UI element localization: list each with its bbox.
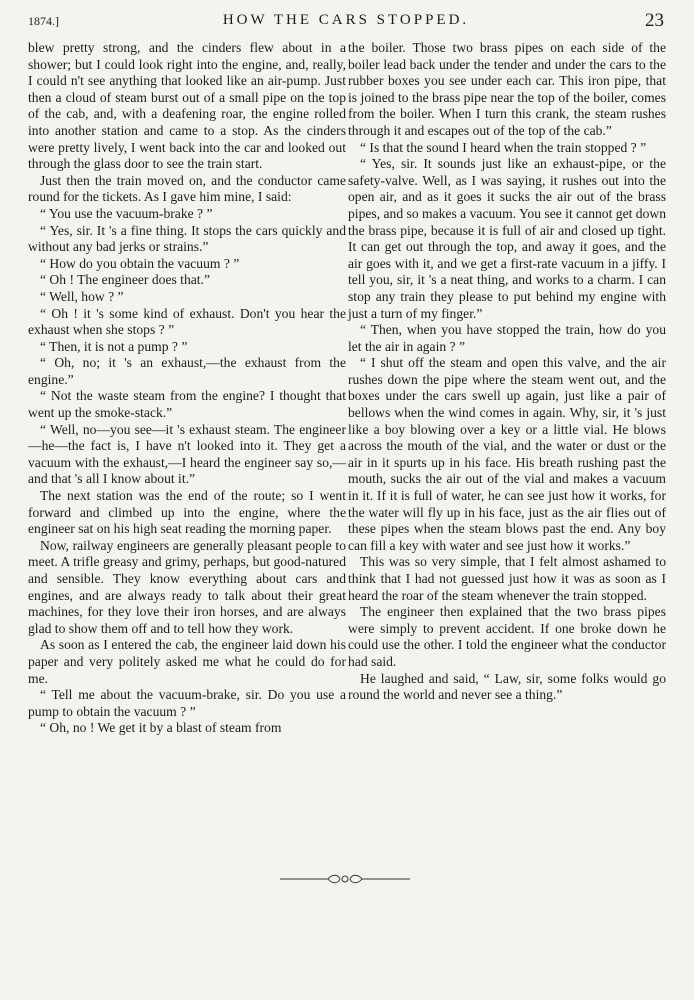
- paragraph: “ Well, no—you see—it 's exhaust steam. The engineer—he—the fact is, I have n't looked into it. They get a vacuum with the exhaust,—I heard the engineer say so,—and that 's all I know about it.”: [28, 421, 346, 487]
- paragraph: He laughed and said, “ Law, sir, some folks would go round the world and never see a thing.”: [348, 670, 666, 703]
- paragraph: “ Then, when you have stopped the train, how do you let the air in again ? ”: [348, 322, 666, 354]
- paragraph: “ Yes, sir. It 's a fine thing. It stops the cars quickly and without any bad jerks or strains.”: [28, 222, 346, 255]
- paragraph: The engineer then explained that the two brass pipes were simply to prevent accident. If one broke down he could use the other. I told the engineer what the conductor had said.: [348, 604, 666, 669]
- paragraph: The next station was the end of the route; so I went forward and climbed up into the engine, where the engineer sat on his high seat reading the morning paper.: [28, 488, 346, 537]
- paragraph: “ Well, how ? ”: [40, 288, 124, 304]
- paragraph: “ Oh, no ! We get it by a blast of steam from: [40, 720, 282, 736]
- right-column: [348, 40, 666, 704]
- paragraph: “ How do you obtain the vacuum ? ”: [40, 255, 240, 271]
- paragraph: As soon as I entered the cab, the engineer laid down his paper and very politely asked me what he could do for me.: [28, 637, 346, 686]
- paragraph: “ Oh ! The engineer does that.”: [40, 272, 210, 288]
- paragraph: blew pretty strong, and the cinders flew about in a shower; but I could look right into the engine, and, really, I could n't see anything that looked like an air-pump. Just then a cloud of steam burst out of a small pipe on the top of the cab, and, with a deafening roar, the engine rolled into another station and came to a stop. As the cinders were pretty lively, I went back into the car and looked out through the glass door to see the train start.: [28, 40, 346, 172]
- paragraph: “ Not the waste steam from the engine? I thought that went up the smoke-stack.”: [28, 388, 346, 421]
- paragraph: Now, railway engineers are generally pleasant people to meet. A trifle greasy and grimy, perhaps, but good-natured and sensible. They know everything about cars and engines, and are always ready to talk about their great machines, for they love their iron horses, and are always glad to show them off and to tell how they work.: [28, 537, 346, 636]
- paragraph: “ Tell me about the vacuum-brake, sir. Do you use a pump to obtain the vacuum ? ”: [28, 687, 346, 719]
- paragraph: “ I shut off the steam and open this valve, and the air rushes down the pipe where the steam went out, and the boxes under the cars swell up again, just like a pair of bellows when the wind comes in again. Why, sir, it 's just like a boy blowing over a key or a little vial. He blows across the mouth of the vial, and the water or dust or the air in it spurts up in his face. His breath rushing past the mouth, sucks the air out of the vial and makes a vacuum in it. If it is full of water, he can see just how it works, for the water will fly up in his face, just as the air flies out of these pipes when the steam blows past the end. Any boy can fill a key with water and see just how it works.”: [348, 355, 666, 553]
- left-column: [28, 40, 346, 737]
- running-header: [28, 10, 664, 34]
- header-title: HOW THE CARS STOPPED.: [222, 12, 470, 28]
- paragraph: This was so very simple, that I felt almost ashamed to think that I had not guessed just how it was as soon as I heard the roar of the steam whenever the train stopped.: [348, 554, 666, 603]
- paragraph: “ Then, it is not a pump ? ”: [40, 338, 188, 354]
- paragraph: “ Oh, no; it 's an exhaust,—the exhaust from the engine.”: [28, 355, 346, 387]
- paragraph: “ Oh ! it 's some kind of exhaust. Don't you hear the exhaust when she stops ? ”: [28, 305, 346, 338]
- paragraph: “ You use the vacuum-brake ? ”: [40, 205, 213, 221]
- page-number: 23: [645, 10, 664, 31]
- ornamental-divider-icon: [280, 872, 410, 886]
- paragraph: the boiler. Those two brass pipes on each side of the boiler lead back under the tender and under the cars to the rubber boxes you see under each car. This iron pipe, that is joined to the brass pipe near the top of the boiler, comes from the boiler. When I turn this crank, the steam rushes through it and escapes out of the top of the cab.”: [348, 40, 666, 138]
- header-year: 1874.]: [28, 14, 59, 28]
- paragraph: Just then the train moved on, and the conductor came round for the tickets. As I gave him mine, I said:: [28, 172, 346, 205]
- paragraph: “ Yes, sir. It sounds just like an exhaust-pipe, or the safety-valve. Well, as I was saying, it rushes out into the open air, and as it goes it sucks the air out of the brass pipes, and so makes a vacuum. You see it cannot get down the brass pipe, because it is full of air and closed up tight. It can get out through the top, and away it goes, and the air goes with it, and we get a first-rate vacuum in a jiffy. I tell you, sir, it 's a neat thing, and works to a charm. I can stop any train they please to put behind my engine with just a turn of my finger.”: [348, 156, 666, 321]
- paragraph: “ Is that the sound I heard when the train stopped ? ”: [360, 139, 647, 155]
